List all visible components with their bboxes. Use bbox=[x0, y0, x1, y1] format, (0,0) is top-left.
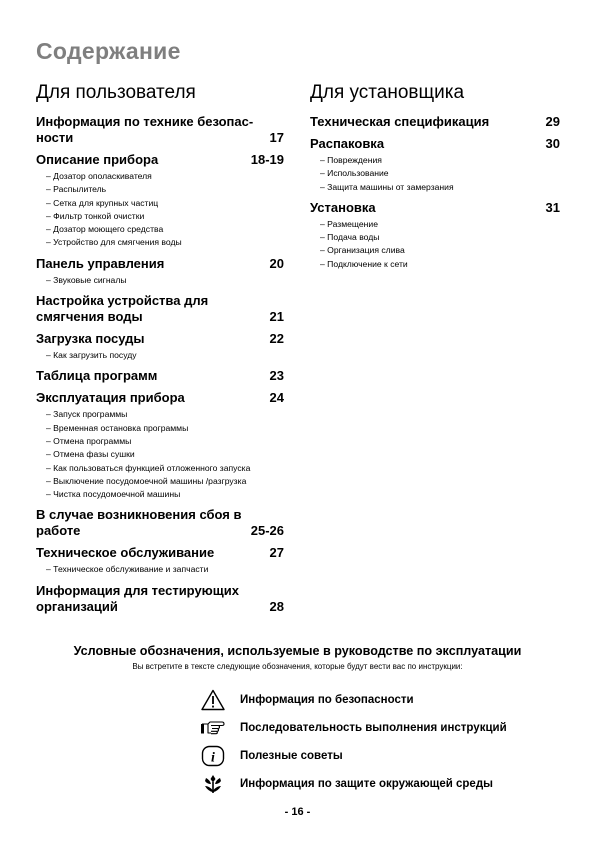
toc-subitems bbox=[36, 408, 284, 501]
legend-item bbox=[200, 714, 507, 742]
toc-entry[interactable] bbox=[36, 368, 284, 384]
toc-section bbox=[310, 114, 560, 130]
toc-entry-page: 24 bbox=[269, 390, 284, 406]
toc-entry-page: 22 bbox=[269, 331, 284, 347]
toc-entry-page: 29 bbox=[545, 114, 560, 129]
toc-subitem[interactable]: – Дозатор ополаскивателя bbox=[46, 170, 284, 183]
toc-subitem[interactable]: – Запуск программы bbox=[46, 408, 284, 421]
toc-entry[interactable] bbox=[36, 293, 284, 325]
toc-entry-title: Информация для тестирующих организаций bbox=[36, 582, 239, 614]
toc-entry[interactable] bbox=[36, 545, 284, 561]
page-number: - 16 - bbox=[284, 806, 311, 818]
toc-entry[interactable] bbox=[310, 136, 560, 152]
toc-section bbox=[36, 545, 284, 576]
toc-section bbox=[36, 390, 284, 501]
toc-subitem[interactable]: – Сетка для крупных частиц bbox=[46, 197, 284, 210]
toc-subitems bbox=[310, 154, 560, 194]
toc-subitem[interactable]: – Фильтр тонкой очистки bbox=[46, 210, 284, 223]
symbols-intro: Вы встретите в тексте следующие обозначения, которые будут вести вас по инструкции: bbox=[132, 662, 463, 671]
toc-entry-title: Установка bbox=[310, 199, 376, 215]
toc-section bbox=[36, 152, 284, 250]
toc-section bbox=[36, 256, 284, 287]
toc-subitem[interactable]: – Техническое обслуживание и запчасти bbox=[46, 563, 284, 576]
toc-subitem[interactable]: – Дозатор моющего средства bbox=[46, 223, 284, 236]
toc-entry[interactable] bbox=[36, 507, 284, 539]
toc-column-user bbox=[36, 80, 284, 621]
toc-entry-page: 20 bbox=[269, 255, 284, 271]
toc-subitem[interactable]: – Организация слива bbox=[320, 244, 560, 257]
toc-subitem[interactable]: – Защита машины от замерзания bbox=[320, 181, 560, 194]
column-heading-user: Для пользователя bbox=[36, 82, 196, 103]
toc-entry-page: 27 bbox=[269, 545, 284, 561]
toc-subitems bbox=[36, 563, 284, 576]
toc-entry-title: Панель управления bbox=[36, 255, 165, 271]
toc-subitem[interactable]: – Чистка посудомоечной машины bbox=[46, 488, 284, 501]
toc-entry[interactable] bbox=[36, 152, 284, 168]
toc-entry[interactable] bbox=[36, 583, 284, 615]
toc-entry-title: Описание прибора bbox=[36, 152, 159, 167]
toc-section bbox=[36, 368, 284, 384]
pointing-hand-icon bbox=[200, 716, 226, 740]
info-icon bbox=[200, 744, 226, 768]
toc-section bbox=[36, 114, 284, 146]
legend-label: Информация по безопасности bbox=[240, 694, 414, 706]
legend-item bbox=[200, 770, 507, 798]
toc-subitem[interactable]: – Повреждения bbox=[320, 154, 560, 167]
toc-entry-title: Настройка устройства для смягчения воды bbox=[36, 293, 209, 325]
toc-subitem[interactable]: – Временная остановка программы bbox=[46, 422, 284, 435]
toc-subitem[interactable]: – Отмена программы bbox=[46, 435, 284, 448]
legend-item bbox=[200, 686, 507, 714]
toc-section bbox=[36, 293, 284, 325]
warning-triangle-icon bbox=[200, 688, 226, 712]
toc-subitems bbox=[36, 170, 284, 250]
toc-entry-page: 28 bbox=[269, 598, 284, 614]
toc-entry-title: Техническая спецификация bbox=[310, 114, 490, 129]
toc-column-installer bbox=[310, 80, 560, 277]
toc-subitems bbox=[310, 218, 560, 271]
toc-entry-page: 17 bbox=[269, 130, 284, 145]
column-heading-installer: Для установщика bbox=[310, 82, 465, 103]
toc-entry-page: 18-19 bbox=[250, 152, 284, 167]
toc-entry-title: В случае возникновения сбоя в работе bbox=[36, 507, 242, 539]
toc-subitems bbox=[36, 349, 284, 362]
toc-subitem[interactable]: – Использование bbox=[320, 167, 560, 180]
legend-item bbox=[200, 742, 507, 770]
legend-label: Информация по защите окружающей среды bbox=[240, 778, 493, 790]
toc-subitem[interactable]: – Звуковые сигналы bbox=[46, 274, 284, 287]
toc-entry-title: Распаковка bbox=[310, 136, 385, 151]
toc-section bbox=[36, 331, 284, 362]
toc-subitem[interactable]: – Как пользоваться функцией отложенного запуска bbox=[46, 462, 284, 475]
toc-entry-title: Информация по технике безопас-ности bbox=[36, 114, 254, 145]
symbols-title: Условные обозначения, используемые в руководстве по эксплуатации bbox=[73, 644, 522, 658]
toc-subitem[interactable]: – Распылитель bbox=[46, 183, 284, 196]
toc-entry[interactable] bbox=[36, 331, 284, 347]
toc-entry-title: Таблица программ bbox=[36, 368, 158, 384]
toc-sections-user bbox=[36, 114, 284, 615]
toc-entry[interactable] bbox=[36, 114, 284, 146]
toc-entry-page: 30 bbox=[545, 136, 560, 151]
toc-entry-title: Загрузка посуды bbox=[36, 331, 145, 347]
legend-label: Полезные советы bbox=[240, 750, 343, 762]
toc-entry-title: Эксплуатация прибора bbox=[36, 390, 185, 406]
toc-entry-page: 21 bbox=[269, 309, 284, 325]
toc-subitem[interactable]: – Выключение посудомоечной машины /разгрузка bbox=[46, 475, 284, 488]
toc-section bbox=[36, 507, 284, 539]
toc-entry[interactable] bbox=[36, 390, 284, 406]
toc-entry-page: 23 bbox=[269, 368, 284, 384]
toc-subitem[interactable]: – Как загрузить посуду bbox=[46, 349, 284, 362]
toc-entry-title: Техническое обслуживание bbox=[36, 545, 215, 561]
toc-section bbox=[36, 583, 284, 615]
toc-subitem[interactable]: – Подача воды bbox=[320, 231, 560, 244]
toc-sections-installer bbox=[310, 114, 560, 271]
legend-label: Последовательность выполнения инструкций bbox=[240, 722, 507, 734]
toc-subitem[interactable]: – Подключение к сети bbox=[320, 258, 560, 271]
toc-entry[interactable] bbox=[310, 200, 560, 216]
toc-entry-page: 31 bbox=[545, 199, 560, 215]
toc-section bbox=[310, 136, 560, 194]
toc-section bbox=[310, 200, 560, 271]
toc-entry[interactable] bbox=[310, 114, 560, 130]
environment-flower-icon bbox=[200, 772, 226, 796]
svg-text:i: i bbox=[211, 750, 215, 766]
page-title: Содержание bbox=[36, 38, 181, 64]
toc-subitem[interactable]: – Устройство для смягчения воды bbox=[46, 236, 284, 249]
symbols-legend bbox=[200, 686, 507, 798]
toc-subitem[interactable]: – Размещение bbox=[320, 218, 560, 231]
toc-entry-page: 25-26 bbox=[250, 523, 284, 539]
toc-entry[interactable] bbox=[36, 256, 284, 272]
toc-subitems bbox=[36, 274, 284, 287]
toc-subitem[interactable]: – Отмена фазы сушки bbox=[46, 448, 284, 461]
